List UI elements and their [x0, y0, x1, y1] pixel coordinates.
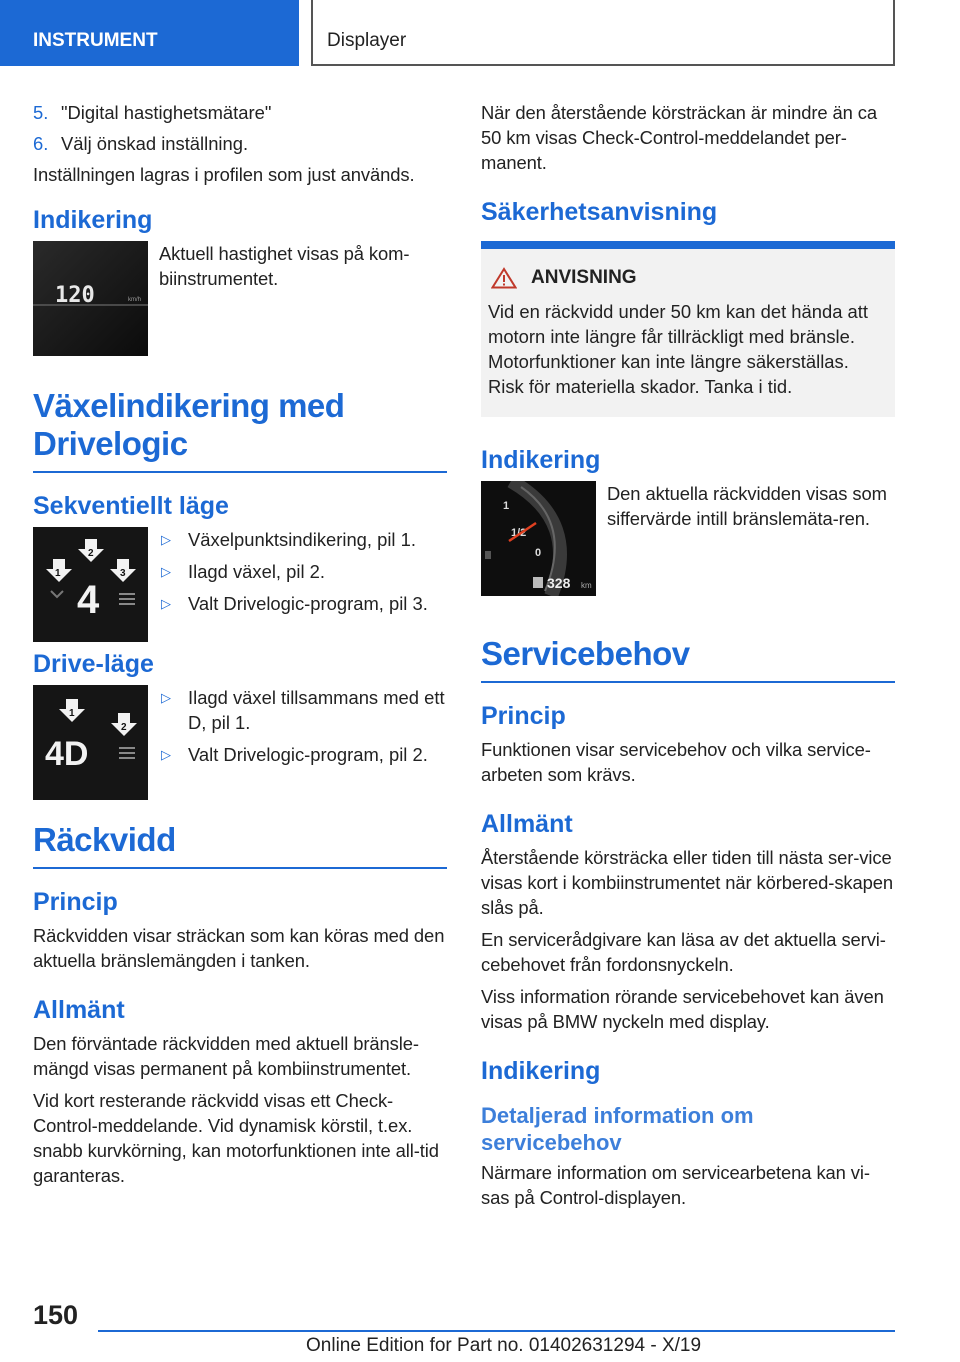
- sakerhet-heading: Säkerhetsanvisning: [481, 198, 718, 226]
- header-section-label: INSTRUMENT: [33, 30, 158, 51]
- svg-text:0: 0: [535, 547, 542, 559]
- svg-text:1: 1: [503, 500, 510, 512]
- service-allmant-p2: En servicerådgivare kan läsa av det aktuella servi-cebehovet från fordonsnyckeln.: [481, 929, 886, 975]
- triangle-bullet-icon: ▷: [161, 532, 171, 547]
- drive-gear-image: [33, 685, 148, 800]
- drive-heading: Drive-läge: [33, 650, 154, 678]
- rackvidd-allmant-p1: Den förväntade räckvidden med aktuell bränsle-mängd visas permanent på kombiinstrumentet.: [33, 1033, 419, 1079]
- warning-triangle-icon: [491, 267, 517, 289]
- rackvidd-allmant-heading: Allmänt: [33, 996, 125, 1024]
- speed-display-row: [33, 241, 447, 359]
- svg-text:1: 1: [55, 568, 61, 579]
- step-number: 5.: [33, 102, 49, 123]
- triangle-bullet-icon: ▷: [161, 747, 171, 762]
- range-display-text: Den aktuella räckvidden visas som siffervärde intill bränslemäta-ren.: [607, 483, 887, 529]
- service-detail-heading: Detaljerad information om servicebehov: [481, 1103, 754, 1155]
- step-item: [33, 131, 447, 156]
- sekventiellt-row: [33, 527, 447, 645]
- rackvidd-princip-text: Räckvidden visar sträckan som kan köras med den aktuella bränslemängden i tanken.: [33, 925, 445, 971]
- vaxel-heading: Växelindikering med Drivelogic: [33, 387, 447, 473]
- service-princip-text: Funktionen visar servicebehov och vilka service-arbeten som krävs.: [481, 739, 871, 785]
- header-section-tab: [0, 0, 299, 66]
- drive-list: [159, 685, 447, 767]
- range-intro-text: När den återstående körsträckan är mindre än ca 50 km visas Check-Control-meddelandet per-manent.: [481, 102, 878, 173]
- sekventiellt-list: [159, 527, 447, 616]
- rackvidd-princip-heading: Princip: [33, 888, 118, 916]
- list-item: ▷ Ilagd växel tillsammans med ett D, pil 1.: [161, 687, 445, 733]
- svg-text:4D: 4D: [45, 735, 89, 773]
- service-allmant-p1: Återstående körsträcka eller tiden till nästa ser-vice visas kort i kombiinstrumentet när körbered-skapen slås på.: [481, 847, 894, 918]
- sequential-gear-image: [33, 527, 148, 642]
- rackvidd-allmant-p2: Vid kort resterande räckvidd visas ett Check-Control-meddelande. Vid dynamisk körstil, t.ex. snabb kurvkörning, kan motorfunktionen inte all-tid garanteras.: [33, 1090, 439, 1186]
- svg-text:km: km: [581, 581, 592, 590]
- speed-display-image: [33, 241, 148, 356]
- step-list: [33, 100, 447, 156]
- svg-text:1/2: 1/2: [511, 527, 527, 539]
- service-detail-text: Närmare information om servicearbetena kan vi-sas på Control-displayen.: [481, 1162, 870, 1208]
- rackvidd-heading: Räckvidd: [33, 821, 447, 869]
- list-item: ▷ Valt Drivelogic-program, pil 3.: [161, 593, 428, 614]
- service-heading: Servicebehov: [481, 635, 895, 683]
- left-column: [33, 100, 447, 1195]
- svg-text:2: 2: [88, 548, 94, 559]
- service-allmant-p3: Viss information rörande servicebehovet kan även visas på BMW nyckeln med display.: [481, 986, 884, 1032]
- service-princip-heading: Princip: [481, 702, 566, 730]
- header-topic-tab: [311, 0, 895, 66]
- notice-title: [488, 267, 888, 289]
- footer-divider: [98, 1330, 895, 1332]
- speed-unit-text: km/h: [128, 297, 142, 303]
- svg-text:328: 328: [547, 575, 571, 591]
- right-column: [481, 100, 895, 1217]
- speed-display-text: Aktuell hastighet visas på kom-biinstrumentet.: [159, 243, 410, 289]
- step-number: 6.: [33, 133, 49, 154]
- service-allmant-heading: Allmänt: [481, 810, 573, 838]
- saved-note: Inställningen lagras i profilen som just används.: [33, 164, 415, 185]
- list-item: ▷ Ilagd växel, pil 2.: [161, 561, 325, 582]
- fuel-pump-icon: [533, 577, 543, 588]
- drive-row: [33, 685, 447, 803]
- triangle-bullet-icon: ▷: [161, 564, 171, 579]
- triangle-bullet-icon: ▷: [161, 596, 171, 611]
- svg-text:4: 4: [77, 578, 100, 622]
- speed-value-text: 120: [55, 283, 95, 308]
- sekventiellt-heading: Sekventiellt läge: [33, 492, 229, 520]
- fuel-gauge-image: [481, 481, 596, 596]
- footer-edition: Online Edition for Part no. 01402631294 - X/19: [306, 1335, 702, 1356]
- step-text: "Digital hastighetsmätare": [61, 102, 272, 123]
- indikering2-heading: Indikering: [481, 446, 601, 474]
- indikering-heading: Indikering: [33, 206, 153, 234]
- svg-text:3: 3: [120, 568, 126, 579]
- header-topic-label: Displayer: [327, 30, 407, 51]
- list-item: ▷ Valt Drivelogic-program, pil 2.: [161, 744, 428, 765]
- range-display-row: [481, 481, 895, 599]
- notice-title-text: ANVISNING: [531, 267, 637, 288]
- list-item: ▷ Växelpunktsindikering, pil 1.: [161, 529, 416, 550]
- svg-text:1: 1: [69, 708, 75, 719]
- svg-text:2: 2: [121, 722, 127, 733]
- step-text: Välj önskad inställning.: [61, 133, 249, 154]
- page-number: 150: [33, 1300, 79, 1330]
- triangle-bullet-icon: ▷: [161, 690, 171, 705]
- service-indikering-heading: Indikering: [481, 1057, 601, 1085]
- step-item: [33, 100, 447, 125]
- notice-top-bar: [481, 241, 895, 249]
- notice-text: Vid en räckvidd under 50 km kan det hända att motorn inte längre får tillräckligt med bränsle. Motorfunktioner kan inte längre säkerställas. Risk för materiella skador. Tanka i tid.: [488, 301, 868, 397]
- notice-box: [481, 249, 895, 417]
